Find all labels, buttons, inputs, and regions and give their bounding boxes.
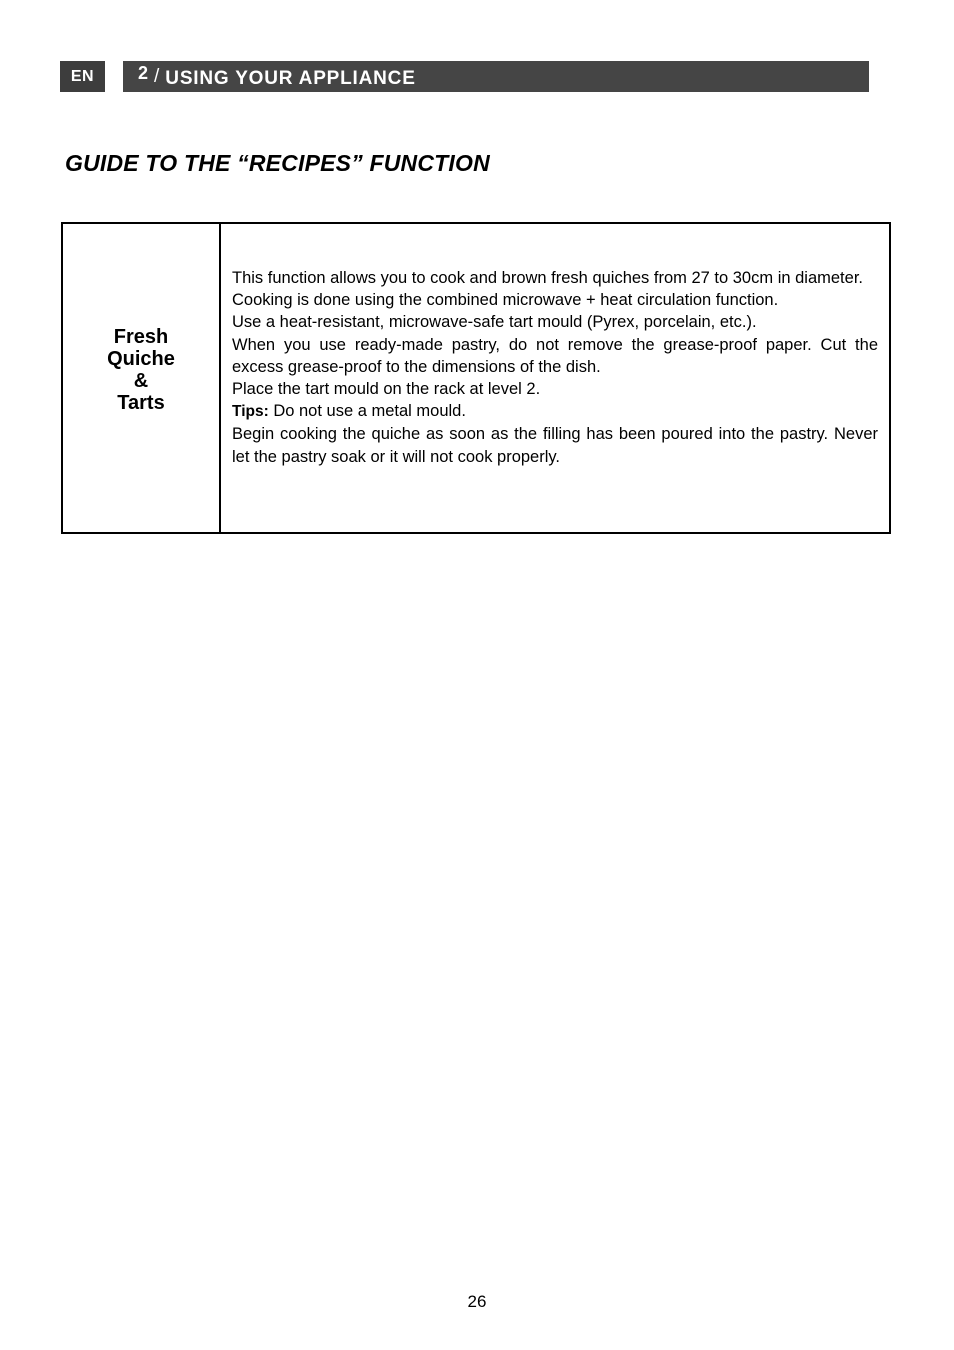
tips-paragraph [232, 400, 878, 423]
description-paragraph: This function allows you to cook and brown fresh quiches from 27 to 30cm in diameter. [232, 269, 863, 287]
section-number: 2 [138, 63, 149, 83]
description-paragraph: When you use ready-made pastry, do not remove the grease-proof paper. Cut the excess grease-proof to the dimensions of the dish. [232, 335, 878, 376]
recipe-name-line: Tarts [117, 392, 165, 414]
description-paragraph: Use a heat-resistant, microwave-safe tart mould (Pyrex, porcelain, etc.). [232, 313, 757, 332]
description-paragraph: Place the tart mould on the rack at level 2. [232, 380, 541, 399]
recipe-name-line: Quiche [107, 348, 175, 370]
section-header-bar [123, 61, 869, 92]
recipe-name [107, 326, 175, 414]
recipe-name-line: & [133, 370, 149, 392]
section-separator: / [154, 65, 160, 87]
description-paragraph: Begin cooking the quiche as soon as the filling has been poured into the pastry. Never let the pastry soak or it will not cook properly. [232, 425, 878, 466]
recipe-name-line: Fresh [113, 326, 169, 348]
description-paragraph: Cooking is done using the combined microwave + heat circulation function. [232, 291, 779, 310]
section-title: USING YOUR APPLIANCE [165, 67, 416, 89]
tips-label: Tips: [232, 403, 269, 421]
tips-text: Do not use a metal mould. [268, 402, 466, 421]
page-number: 26 [467, 1292, 487, 1311]
recipe-name-cell [63, 224, 221, 532]
page-heading: GUIDE TO THE “RECIPES” FUNCTION [65, 150, 490, 176]
recipe-description-cell [221, 224, 889, 532]
language-badge: EN [60, 61, 105, 92]
recipe-table [61, 222, 891, 534]
